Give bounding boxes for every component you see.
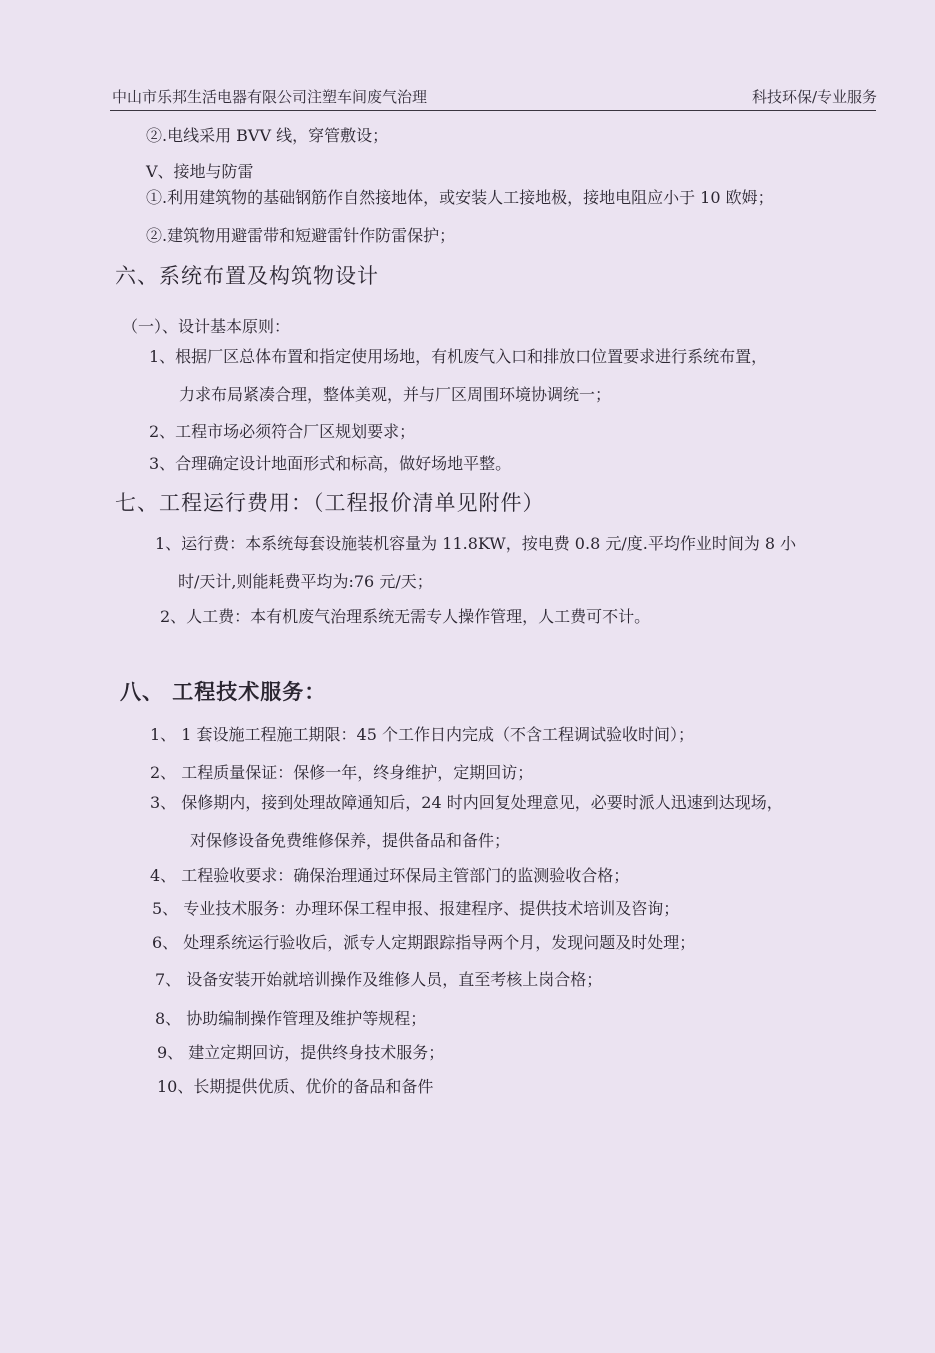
cost-operation-cont: 时/天计,则能耗费平均为:76 元/天；	[178, 572, 433, 591]
service-item-4: 4、 工程验收要求：确保治理通过环保局主管部门的监测验收合格；	[150, 866, 630, 885]
section-8-heading: 八、 工程技术服务：	[120, 680, 327, 704]
cost-labor: 2、人工费：本有机废气治理系统无需专人操作管理，人工费可不计。	[160, 607, 651, 626]
principle-3: 3、合理确定设计地面形式和标高，做好场地平整。	[149, 454, 512, 473]
section-7-heading: 七、工程运行费用：（工程报价清单见附件）	[115, 491, 545, 515]
service-item-2: 2、 工程质量保证：保修一年，终身维护，定期回访；	[150, 763, 534, 782]
principle-1-cont: 力求布局紧凑合理，整体美观，并与厂区周围环境协调统一；	[179, 385, 612, 404]
service-item-10: 10、长期提供优质、优价的备品和备件	[157, 1077, 434, 1096]
header-divider	[110, 110, 876, 111]
service-item-5: 5、 专业技术服务：办理环保工程申报、报建程序、提供技术培训及咨询；	[152, 899, 680, 918]
service-item-8: 8、 协助编制操作管理及维护等规程；	[155, 1009, 427, 1028]
section-6-heading: 六、系统布置及构筑物设计	[115, 264, 379, 288]
service-item-3: 3、 保修期内，接到处理故障通知后，24 时内回复处理意见，必要时派人迅速到达现场，	[150, 793, 783, 812]
principle-1: 1、根据厂区总体布置和指定使用场地，有机废气入口和排放口位置要求进行系统布置，	[149, 347, 768, 366]
grounding-item-2: ②.建筑物用避雷带和短避雷针作防雷保护；	[146, 226, 456, 245]
grounding-heading: V、接地与防雷	[146, 162, 254, 181]
design-principles-heading: （一）、设计基本原则：	[122, 317, 291, 336]
service-item-7: 7、 设备安装开始就培训操作及维修人员，直至考核上岗合格；	[155, 970, 603, 989]
principle-2: 2、工程市场必须符合厂区规划要求；	[149, 422, 416, 441]
cost-operation: 1、运行费：本系统每套设施装机容量为 11.8KW，按电费 0.8 元/度.平均作业时间为 8 小	[155, 534, 797, 553]
grounding-item-1: ①.利用建筑物的基础钢筋作自然接地体，或安装人工接地极，接地电阻应小于 10 欧姆；	[146, 188, 774, 207]
service-item-3-cont: 对保修设备免费维修保养，提供备品和备件；	[190, 831, 511, 850]
header-slogan: 科技环保/专业服务	[751, 88, 877, 106]
wiring-note: ②.电线采用 BVV 线，穿管敷设；	[146, 126, 389, 145]
service-item-6: 6、 处理系统运行验收后，派专人定期跟踪指导两个月，发现问题及时处理；	[152, 933, 696, 952]
service-item-9: 9、 建立定期回访，提供终身技术服务；	[157, 1043, 445, 1062]
service-item-1: 1、 1 套设施工程施工期限：45 个工作日内完成（不含工程调试验收时间）；	[150, 725, 694, 744]
header-company-project: 中山市乐邦生活电器有限公司注塑车间废气治理	[112, 88, 428, 106]
